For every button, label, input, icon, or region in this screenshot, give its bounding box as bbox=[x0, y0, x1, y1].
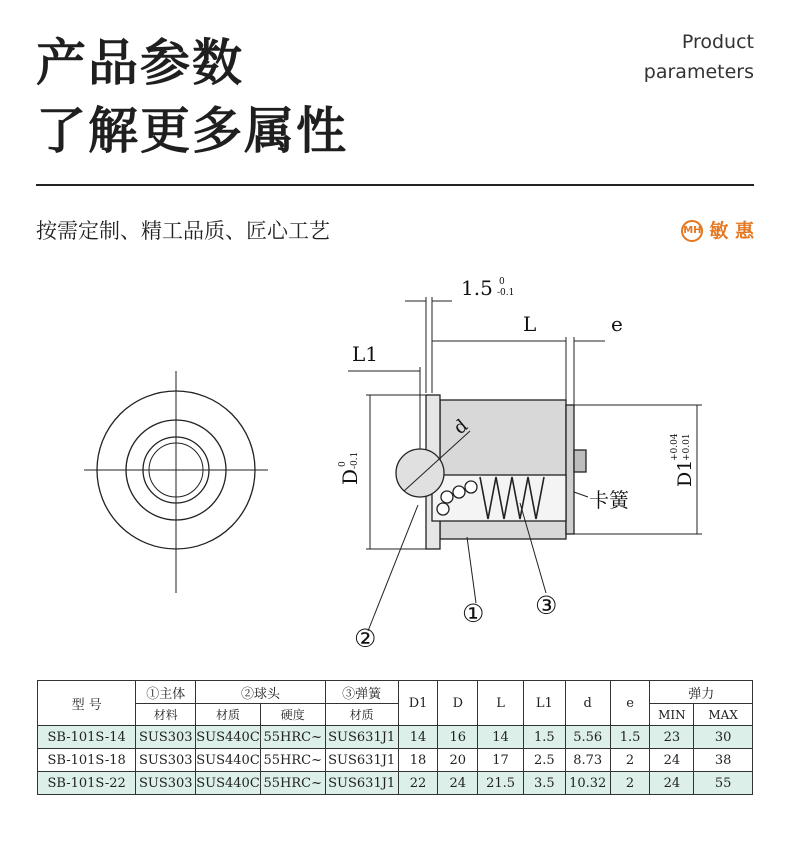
header-divider bbox=[36, 184, 754, 186]
cell: 18 bbox=[398, 749, 438, 772]
english-title-line2: parameters bbox=[643, 61, 754, 83]
cell: 21.5 bbox=[478, 772, 524, 795]
dim-D: D bbox=[338, 468, 362, 485]
dim-top-value: 1.5 bbox=[461, 276, 493, 300]
subheader-body-material: 材料 bbox=[136, 704, 196, 726]
table-row bbox=[38, 772, 753, 795]
cell: 55 bbox=[694, 772, 753, 795]
technical-drawing bbox=[0, 265, 790, 665]
cell: 10.32 bbox=[565, 772, 610, 795]
subtitle: 按需定制、精工品质、匠心工艺 bbox=[36, 219, 330, 243]
dim-D1-tol-lower: +0.01 bbox=[682, 433, 692, 461]
cell: 3.5 bbox=[523, 772, 565, 795]
cell: 55HRC~ bbox=[260, 726, 325, 749]
cell: 38 bbox=[694, 749, 753, 772]
header-d1: D1 bbox=[398, 681, 438, 726]
dim-top-tol-lower: -0.1 bbox=[497, 288, 515, 298]
subheader-min: MIN bbox=[650, 704, 694, 726]
cell: SUS303 bbox=[136, 749, 196, 772]
page-title-line1: 产品参数 bbox=[36, 34, 244, 92]
dim-D1: D1 bbox=[674, 459, 696, 487]
cell: 23 bbox=[650, 726, 694, 749]
header-spring: ③弹簧 bbox=[325, 681, 398, 704]
subheader-ball-hardness: 硬度 bbox=[260, 704, 325, 726]
dim-D-tol-upper: 0 bbox=[338, 461, 348, 467]
cell: SUS440C bbox=[196, 726, 261, 749]
cell: 55HRC~ bbox=[260, 772, 325, 795]
dim-top-tol-upper: 0 bbox=[499, 277, 505, 287]
brand-name: 敏 惠 bbox=[709, 219, 754, 242]
header-D: D bbox=[438, 681, 478, 726]
dim-L1: L1 bbox=[352, 342, 379, 366]
header-model: 型 号 bbox=[38, 681, 136, 726]
brand bbox=[681, 220, 754, 242]
cell: SUS440C bbox=[196, 749, 261, 772]
header-d: d bbox=[565, 681, 610, 726]
header-force: 弹力 bbox=[650, 681, 753, 704]
cell: 17 bbox=[478, 749, 524, 772]
cell: 5.56 bbox=[565, 726, 610, 749]
cell: 2.5 bbox=[523, 749, 565, 772]
callout-1: ① bbox=[462, 599, 485, 628]
table-row bbox=[38, 726, 753, 749]
english-title-line1: Product bbox=[681, 31, 754, 53]
cell: 24 bbox=[650, 772, 694, 795]
cell: 24 bbox=[650, 749, 694, 772]
cell: 30 bbox=[694, 726, 753, 749]
cell: 24 bbox=[438, 772, 478, 795]
header-body: ①主体 bbox=[136, 681, 196, 704]
cell: SUS303 bbox=[136, 726, 196, 749]
brand-logo-icon: MH bbox=[681, 220, 703, 242]
cell: 14 bbox=[478, 726, 524, 749]
subheader-max: MAX bbox=[694, 704, 753, 726]
subheader-ball-material: 材质 bbox=[196, 704, 261, 726]
header-L: L bbox=[478, 681, 524, 726]
dim-e: e bbox=[611, 312, 623, 336]
dim-D-tol-lower: -0.1 bbox=[350, 451, 360, 469]
cell: SB-101S-14 bbox=[38, 726, 136, 749]
cell: 8.73 bbox=[565, 749, 610, 772]
header-L1: L1 bbox=[523, 681, 565, 726]
subheader-spring-material: 材质 bbox=[325, 704, 398, 726]
clip-label: 卡簧 bbox=[589, 488, 629, 512]
callout-3: ③ bbox=[535, 591, 558, 620]
cell: SUS631J1 bbox=[325, 749, 398, 772]
cell: 20 bbox=[438, 749, 478, 772]
cell: SUS303 bbox=[136, 772, 196, 795]
cell: SUS631J1 bbox=[325, 726, 398, 749]
cell: 2 bbox=[610, 749, 650, 772]
callout-2: ② bbox=[354, 624, 377, 653]
cell: SB-101S-18 bbox=[38, 749, 136, 772]
cell: 22 bbox=[398, 772, 438, 795]
cell: 1.5 bbox=[610, 726, 650, 749]
cell: SUS631J1 bbox=[325, 772, 398, 795]
cell: SB-101S-22 bbox=[38, 772, 136, 795]
cell: 1.5 bbox=[523, 726, 565, 749]
front-view bbox=[84, 371, 268, 593]
cell: SUS440C bbox=[196, 772, 261, 795]
cell: 2 bbox=[610, 772, 650, 795]
dim-d: d bbox=[449, 415, 473, 439]
dim-D1-tol-upper: +0.04 bbox=[670, 433, 680, 461]
header-ball: ②球头 bbox=[196, 681, 325, 704]
spec-table bbox=[37, 680, 753, 795]
cell: 55HRC~ bbox=[260, 749, 325, 772]
cell: 16 bbox=[438, 726, 478, 749]
header-e: e bbox=[610, 681, 650, 726]
page-title-line2: 了解更多属性 bbox=[36, 102, 348, 160]
dim-L: L bbox=[523, 312, 537, 336]
cell: 14 bbox=[398, 726, 438, 749]
table-row bbox=[38, 749, 753, 772]
